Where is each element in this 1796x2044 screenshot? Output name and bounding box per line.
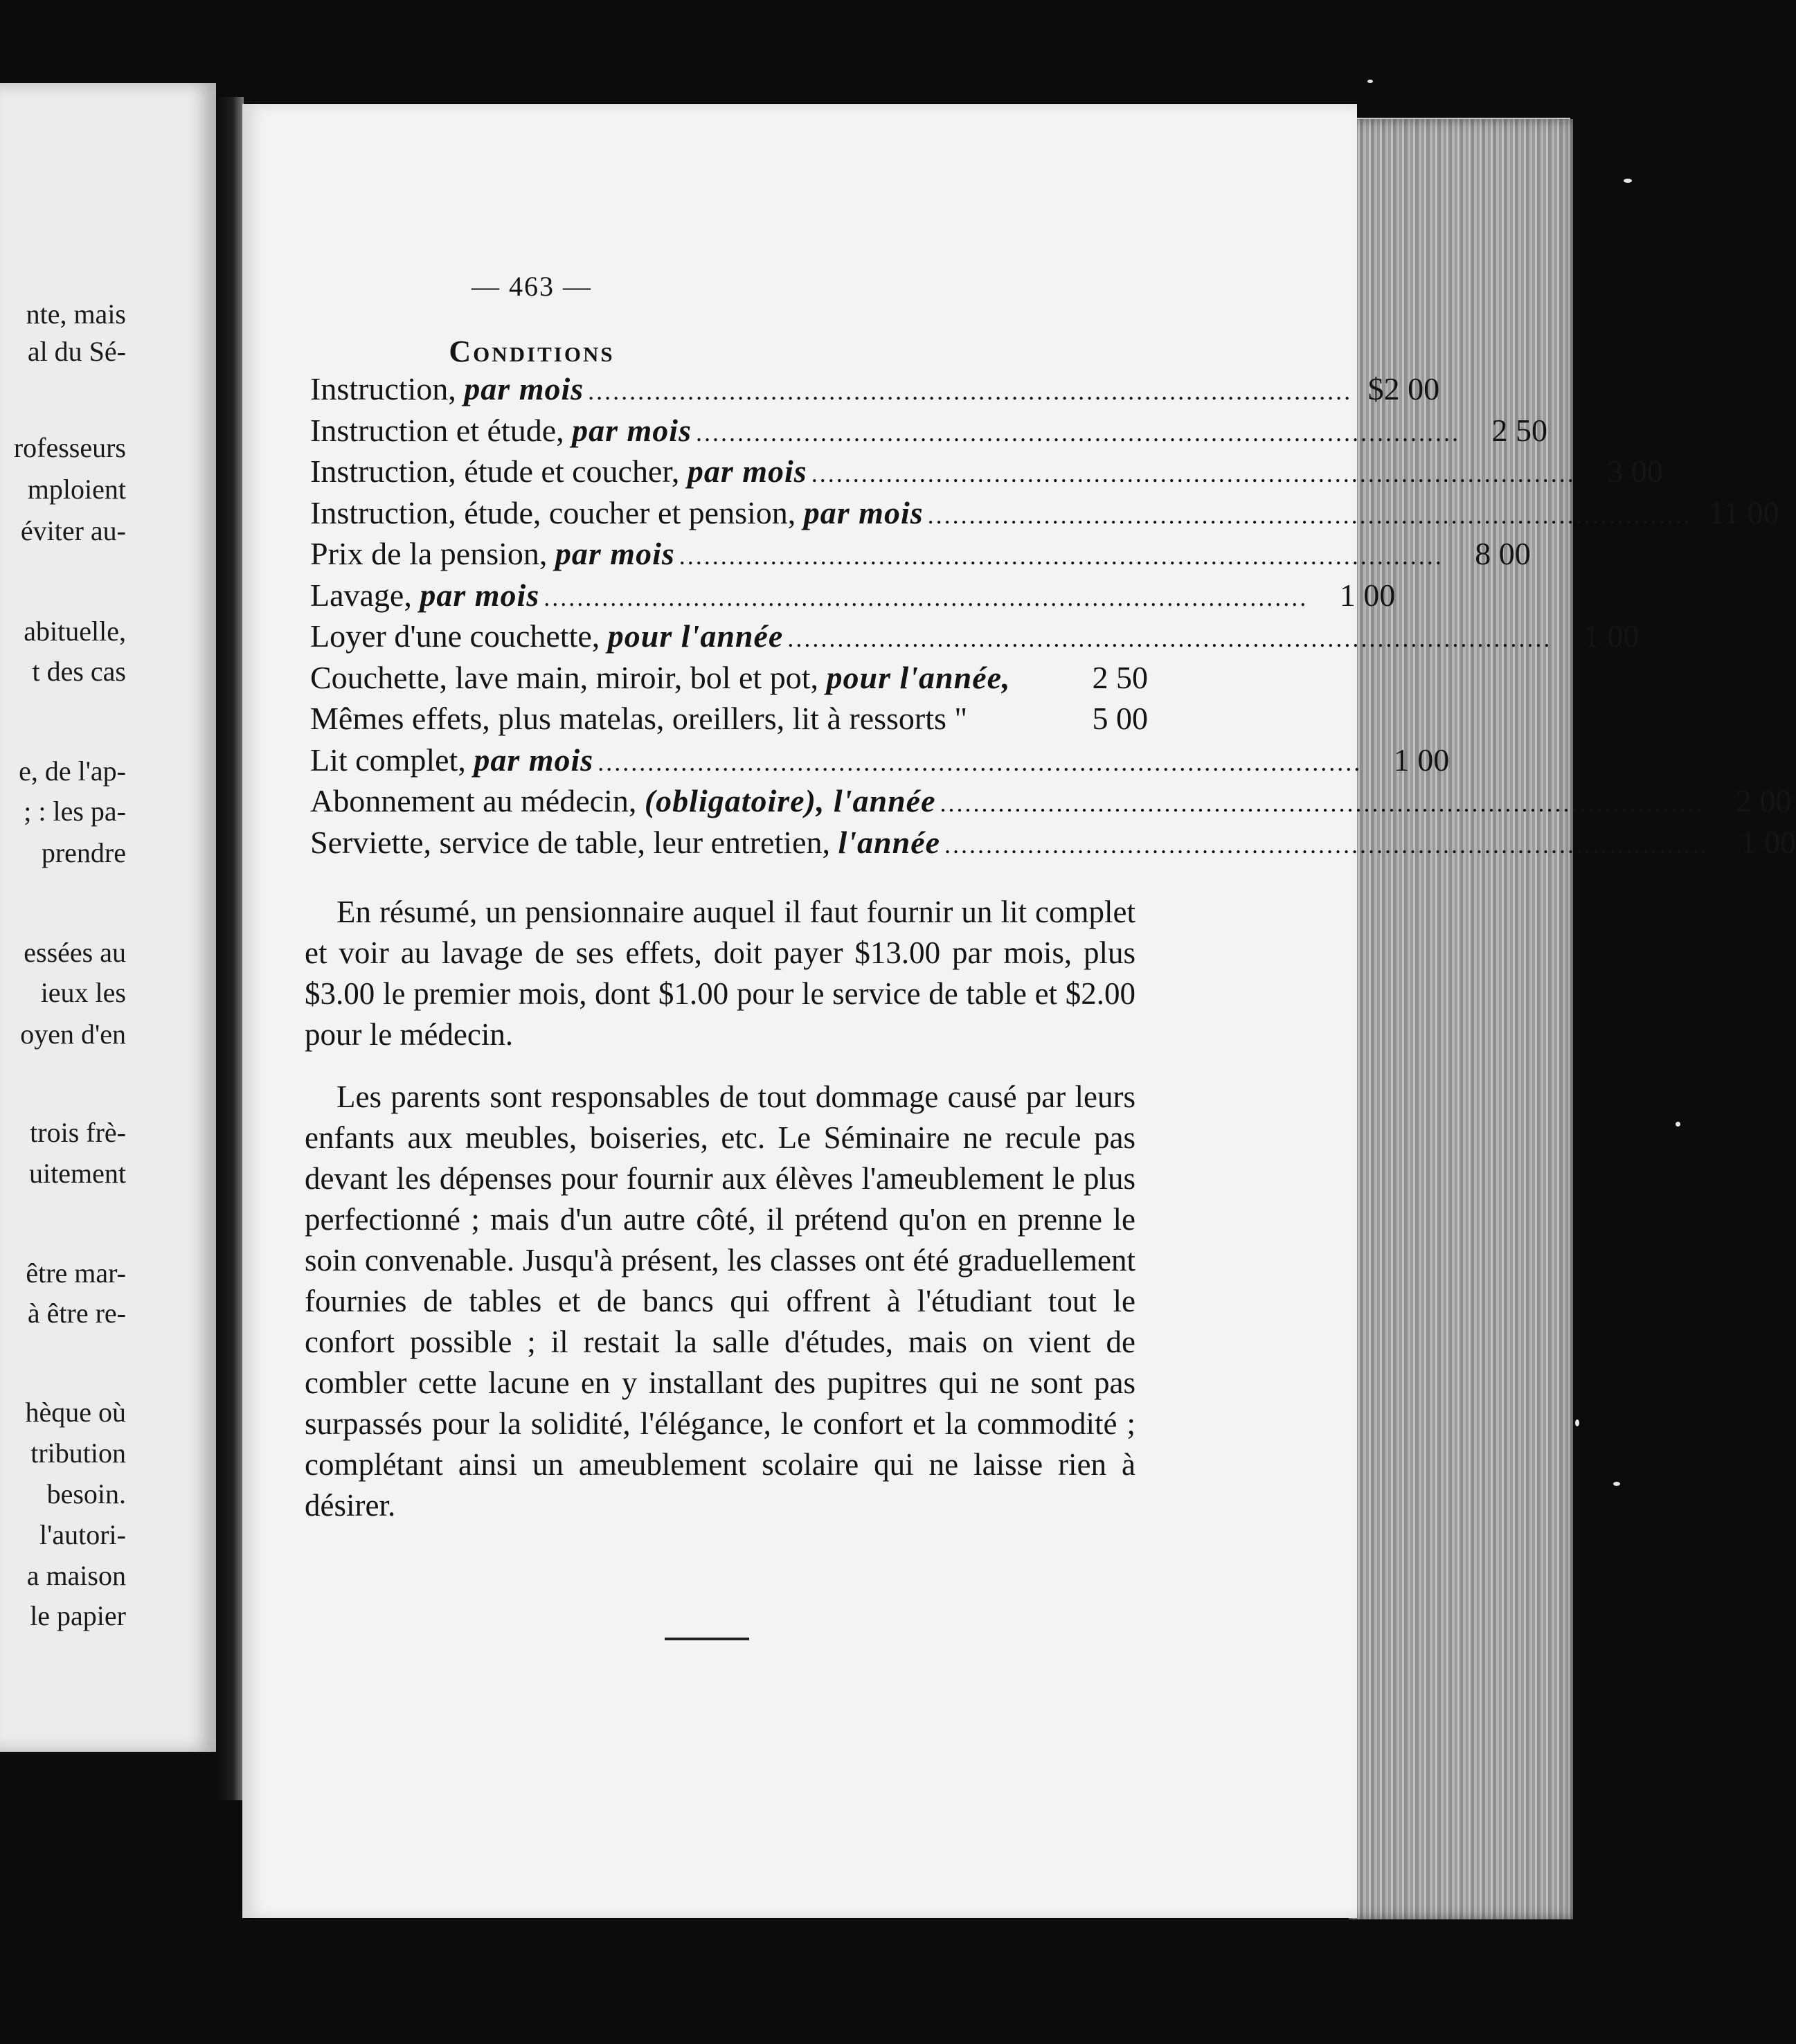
dot-leader: ............................................................................................ (927, 501, 1692, 529)
condition-row (310, 700, 1148, 742)
condition-label: Instruction et étude, par mois (310, 412, 692, 448)
left-page-line: mploient (27, 474, 126, 505)
condition-price: 1 00 (1339, 577, 1396, 613)
condition-label: Prix de la pension, par mois (310, 536, 675, 571)
condition-price: 1 00 (1583, 618, 1640, 654)
condition-price: 1 00 (1393, 742, 1450, 778)
dot-leader: ............................................................................................ (811, 460, 1576, 487)
condition-label: Abonnement au médecin, (obligatoire), l'année (310, 783, 936, 818)
scan-speck (1575, 1419, 1579, 1426)
responsibility-paragraph: Les parents sont responsables de tout dommage causé par leurs enfants aux meubles, boiseries, etc. Le Séminaire ne recule pas devant les dépenses pour fournir aux élèves l'ameublement le plus perfectionné ; mais d'un autre côté, il prétend qu'on en prenne le soin convenable. Jusqu'à présent, les classes ont été graduellement fournies de tables et de bancs qui offrent à l'étudiant tout le confort possible ; il restait la salle d'études, mais on vient de combler cette lacune en y installant des pupitres qui ne sont pas surpassés pour la solidité, l'élégance, le confort et la commodité ; complétant ainsi un ameublement scolaire qui ne laisse rien à désirer. (305, 1079, 1135, 1523)
condition-row (310, 742, 1450, 783)
dot-leader: ............................................................................................ (544, 583, 1309, 611)
dot-leader: ............................................................................................ (679, 542, 1444, 570)
condition-row (310, 782, 1792, 824)
left-page-line: à être re- (27, 1298, 126, 1329)
dot-leader: ............................................................................................ (598, 748, 1363, 776)
condition-price: $2 00 (1367, 371, 1440, 406)
left-page-line: trois frè- (30, 1117, 126, 1148)
left-page-line: éviter au- (20, 515, 126, 546)
dot-leader: ............................................................................................ (944, 830, 1709, 859)
left-facing-page (0, 83, 216, 1752)
left-page-line: a maison (26, 1560, 126, 1591)
scan-speck (1367, 80, 1373, 83)
page-number: — 463 — (472, 271, 592, 302)
dot-leader: ............................................................................................ (695, 418, 1460, 447)
left-page-line: e, de l'ap- (19, 755, 126, 787)
left-page-line: rofesseurs (13, 432, 126, 463)
section-title: Conditions (449, 334, 615, 368)
dot-leader: ............................................................................................ (588, 377, 1353, 405)
condition-row (310, 659, 1148, 701)
condition-label: Mêmes effets, plus matelas, oreillers, lit à ressorts " (310, 701, 968, 736)
dot-leader: ............................................................................................ (940, 789, 1705, 817)
condition-label: Serviette, service de table, leur entretien, l'année (310, 824, 941, 860)
end-rule (665, 1638, 749, 1640)
left-page-line: t des cas (32, 656, 126, 687)
left-page-line: tribution (30, 1437, 126, 1469)
condition-row (310, 824, 1796, 866)
condition-label: Instruction, étude, coucher et pension, par mois (310, 494, 924, 530)
left-page-line: oyen d'en (20, 1019, 126, 1050)
condition-row (310, 577, 1396, 618)
left-page-line: prendre (41, 837, 126, 868)
condition-label: Couchette, lave main, miroir, bol et pot, pour l'année, (310, 659, 1011, 695)
condition-price: 2 50 (1092, 659, 1148, 695)
condition-label: Instruction, étude et coucher, par mois (310, 454, 807, 489)
condition-row (310, 453, 1663, 494)
scan-speck (1624, 179, 1632, 183)
left-page-line: ; : les pa- (24, 796, 126, 827)
condition-price: 5 00 (1092, 701, 1148, 736)
dot-leader: ............................................................................................ (787, 625, 1552, 652)
left-page-line: essées au (24, 937, 126, 968)
conditions-price-list (310, 370, 1796, 865)
condition-price: 2 00 (1735, 783, 1792, 818)
condition-row (310, 370, 1440, 412)
condition-label: Lavage, par mois (310, 577, 540, 613)
left-page-line: le papier (30, 1600, 126, 1631)
condition-label: Instruction, par mois (310, 371, 584, 406)
condition-row (310, 412, 1547, 454)
condition-label: Lit complet, par mois (310, 742, 594, 778)
left-page-line: al du Sé- (27, 336, 126, 367)
left-page-line: ieux les (40, 977, 126, 1008)
scan-speck (1676, 1122, 1680, 1127)
left-page-line: uitement (29, 1158, 126, 1189)
left-page-line: besoin. (46, 1478, 126, 1509)
summary-paragraph: En résumé, un pensionnaire auquel il faut fournir un lit complet et voir au lavage de ses effets, doit payer $13.00 par mois, plus $3.00 le premier mois, dont $1.00 pour le service de table et $2.00 pour le médecin. (305, 895, 1135, 1052)
condition-price: 1 00 (1740, 824, 1796, 860)
condition-price: 2 50 (1491, 412, 1547, 448)
left-page-line: abituelle, (24, 616, 126, 647)
left-page-line: l'autori- (39, 1519, 126, 1550)
condition-price: 11 00 (1708, 494, 1779, 530)
left-page-line: hèque où (25, 1397, 126, 1428)
book-gutter (216, 97, 244, 1800)
condition-row (310, 535, 1531, 577)
condition-row (310, 494, 1779, 536)
left-page-line: nte, mais (26, 298, 126, 330)
condition-label: Loyer d'une couchette, pour l'année (310, 618, 784, 654)
condition-price: 3 00 (1607, 454, 1663, 489)
condition-row (310, 618, 1640, 659)
condition-price: 8 00 (1475, 536, 1531, 571)
scan-speck (1613, 1482, 1620, 1486)
left-page-line: être mar- (26, 1257, 126, 1289)
